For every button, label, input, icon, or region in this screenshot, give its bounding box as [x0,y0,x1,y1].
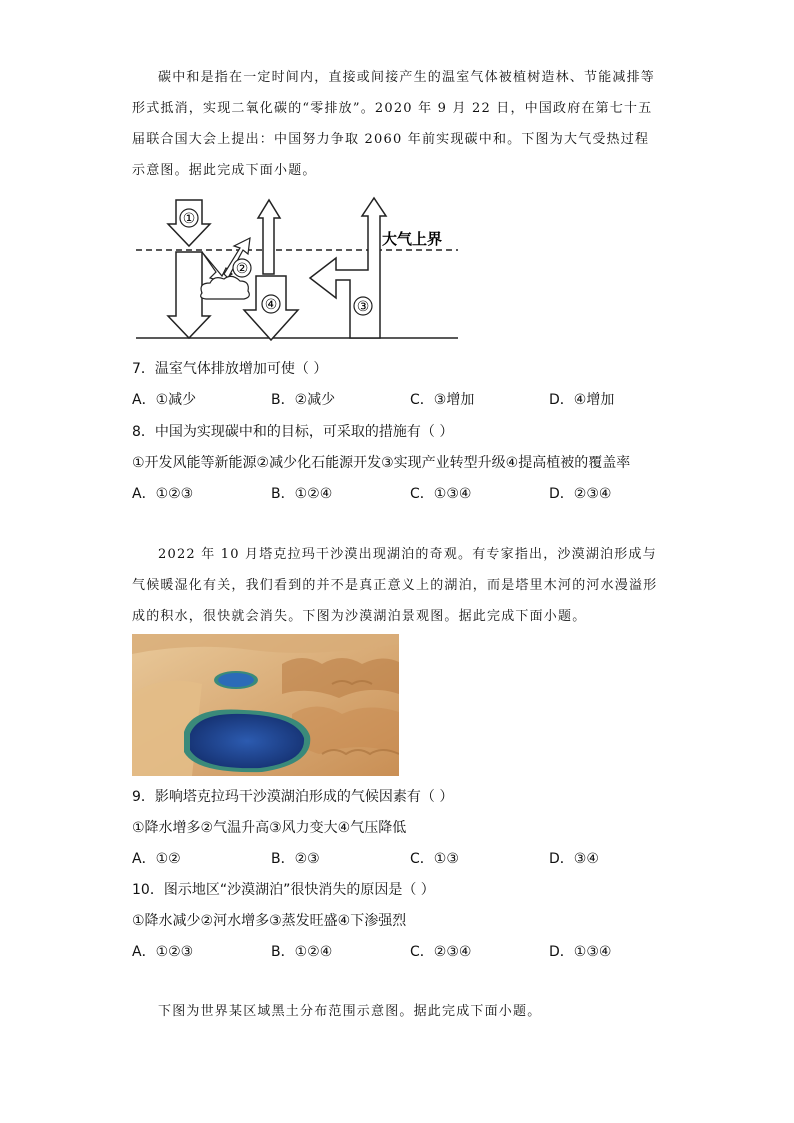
question-10-stem: 10．图示地区“沙漠湖泊”很快消失的原因是（ ） [132,882,435,898]
marker-3: ③ [356,299,370,315]
question-7-options [132,389,652,409]
q10-option-a[interactable]: A．①②③ [132,944,194,960]
q7-option-b[interactable]: B．②减少 [271,392,336,408]
q8-option-d[interactable]: D．②③④ [549,486,612,502]
ground-radiation-arrow-up [258,200,280,274]
intro-paragraph-desert-lake: 2022 年 10 月塔克拉玛干沙漠出现湖泊的奇观。有专家指出，沙漠湖泊形成与气候暖湿化有关，我们看到的并不是真正意义上的湖泊，而是塔里木河的河水漫溢形成的积水，很快就会消失。下图为沙漠湖泊景观图。据此完成下面小题。 [132,547,658,624]
q10-option-d[interactable]: D．①③④ [549,944,612,960]
question-7-stem: 7．温室气体排放增加可使（ ） [132,361,328,377]
q8-option-a[interactable]: A．①②③ [132,486,194,502]
ground-radiation-arrow-split [310,198,386,338]
question-10-options [132,941,652,961]
atmosphere-heating-diagram [132,190,462,342]
q9-option-b[interactable]: B．②③ [271,851,320,867]
intro-paragraph-black-soil: 下图为世界某区域黑土分布范围示意图。据此完成下面小题。 [158,1004,542,1019]
question-8-stem: 8．中国为实现碳中和的目标，可采取的措施有（ ） [132,424,454,440]
q10-option-b[interactable]: B．①②④ [271,944,333,960]
cloud-icon [201,276,250,299]
marker-1: ① [182,211,196,227]
q9-option-c[interactable]: C．①③ [410,851,459,867]
boundary-label: 大气上界 [382,230,443,248]
marker-2: ② [235,261,249,277]
q8-option-c[interactable]: C．①③④ [410,486,472,502]
question-9-choices: ①降水增多②气温升高③风力变大④气压降低 [132,820,407,836]
question-9-stem: 9．影响塔克拉玛干沙漠湖泊形成的气候因素有（ ） [132,789,454,805]
q7-option-c[interactable]: C．③增加 [410,392,475,408]
large-lake [190,714,304,768]
q8-option-b[interactable]: B．①②④ [271,486,333,502]
q7-option-a[interactable]: A．①减少 [132,392,197,408]
question-8-options [132,483,652,503]
q7-option-d[interactable]: D．④增加 [549,392,615,408]
q9-option-a[interactable]: A．①② [132,851,181,867]
question-8-choices: ①开发风能等新能源②减少化石能源开发③实现产业转型升级④提高植被的覆盖率 [132,455,631,471]
desert-lake-photo [132,634,399,776]
question-10-choices: ①降水减少②河水增多③蒸发旺盛④下渗强烈 [132,913,407,929]
q10-option-c[interactable]: C．②③④ [410,944,472,960]
q9-option-d[interactable]: D．③④ [549,851,599,867]
intro-paragraph-carbon: 碳中和是指在一定时间内，直接或间接产生的温室气体被植树造林、节能减排等形式抵消，实现二氧化碳的“零排放”。2020 年 9 月 22 日，中国政府在第七十五届联合国大会上提出：中国努力争取 2060 年前实现碳中和。下图为大气受热过程示意图。据此完成下面小题。 [132,70,656,178]
marker-4: ④ [264,297,278,313]
question-9-options [132,848,652,868]
